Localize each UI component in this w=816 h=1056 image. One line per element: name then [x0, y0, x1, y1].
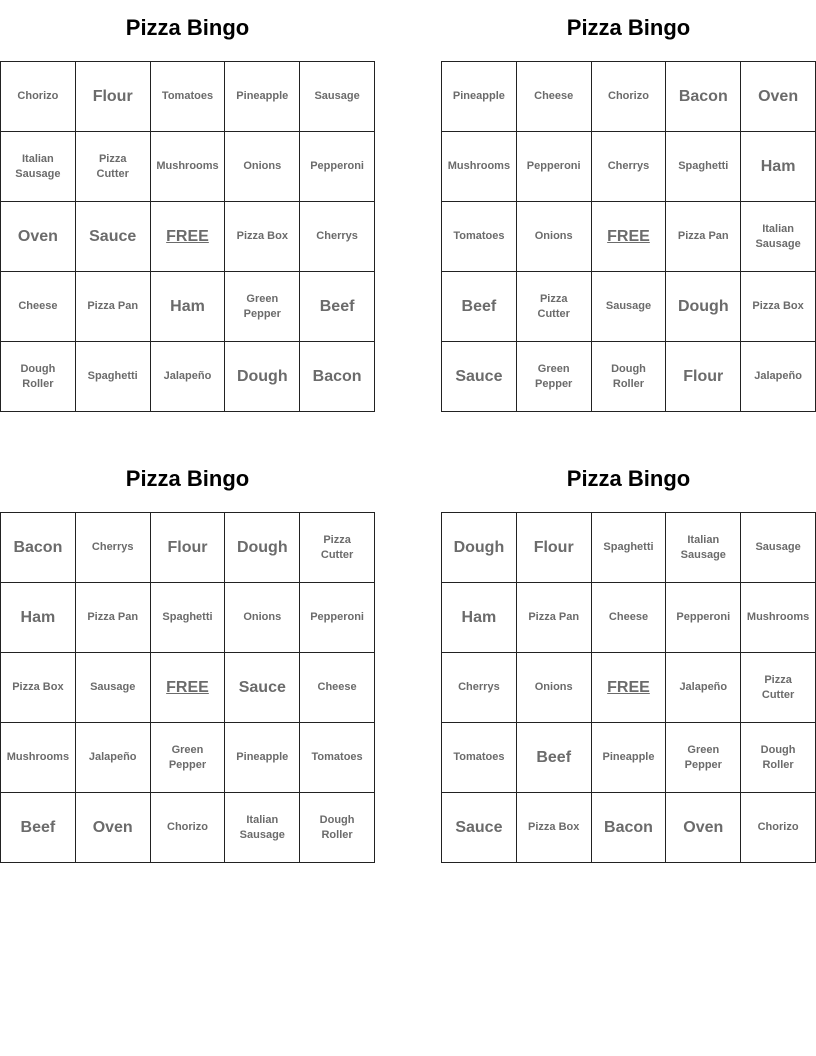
bingo-cell: Flour [517, 513, 592, 583]
bingo-cell: Bacon [666, 62, 741, 132]
bingo-cell: Dough [442, 513, 517, 583]
bingo-cell: Dough Roller [1, 342, 76, 412]
bingo-cell: Italian Sausage [1, 132, 76, 202]
card-title: Pizza Bingo [125, 466, 250, 491]
bingo-cell: Pizza Pan [76, 583, 151, 653]
bingo-grid [0, 61, 375, 412]
bingo-cell: Bacon [592, 793, 667, 863]
bingo-cell: Green Pepper [225, 272, 300, 342]
bingo-cell: Oven [741, 62, 816, 132]
bingo-cell: Sausage [300, 62, 375, 132]
bingo-cell: Cherrys [442, 653, 517, 723]
bingo-cell: Sauce [442, 793, 517, 863]
free-space: FREE [592, 653, 667, 723]
bingo-cell: Spaghetti [592, 513, 667, 583]
bingo-cell: Cherrys [76, 513, 151, 583]
bingo-cell: Mushrooms [442, 132, 517, 202]
bingo-cell: Pizza Box [225, 202, 300, 272]
free-space: FREE [592, 202, 667, 272]
bingo-cell: Cherrys [300, 202, 375, 272]
bingo-cell: Jalapeño [741, 342, 816, 412]
bingo-cell: Green Pepper [666, 723, 741, 793]
card-title: Pizza Bingo [566, 15, 691, 40]
bingo-cell: Green Pepper [517, 342, 592, 412]
bingo-cell: Pizza Pan [517, 583, 592, 653]
bingo-cell: Sauce [76, 202, 151, 272]
bingo-cell: Dough [225, 513, 300, 583]
bingo-cell: Onions [225, 583, 300, 653]
card-title: Pizza Bingo [125, 15, 250, 40]
bingo-cell: Cheese [592, 583, 667, 653]
bingo-cell: Dough Roller [741, 723, 816, 793]
bingo-cell: Onions [225, 132, 300, 202]
bingo-cell: Pizza Pan [76, 272, 151, 342]
bingo-grid [441, 512, 816, 863]
card-title: Pizza Bingo [566, 466, 691, 491]
bingo-cell: Chorizo [151, 793, 226, 863]
bingo-cell: Oven [666, 793, 741, 863]
bingo-cell: Pizza Box [741, 272, 816, 342]
bingo-cell: Chorizo [1, 62, 76, 132]
bingo-cell: Flour [76, 62, 151, 132]
bingo-cell: Mushrooms [1, 723, 76, 793]
bingo-cell: Sausage [592, 272, 667, 342]
bingo-cell: Beef [300, 272, 375, 342]
bingo-cell: Pizza Cutter [741, 653, 816, 723]
bingo-cell: Jalapeño [76, 723, 151, 793]
bingo-cell: Jalapeño [666, 653, 741, 723]
bingo-cell: Pineapple [225, 62, 300, 132]
bingo-cell: Chorizo [592, 62, 667, 132]
bingo-cell: Italian Sausage [741, 202, 816, 272]
bingo-cell: Dough [666, 272, 741, 342]
bingo-cell: Sausage [741, 513, 816, 583]
bingo-cell: Italian Sausage [225, 793, 300, 863]
bingo-cell: Chorizo [741, 793, 816, 863]
bingo-cell: Italian Sausage [666, 513, 741, 583]
free-space: FREE [151, 653, 226, 723]
bingo-cell: Sauce [225, 653, 300, 723]
bingo-cell: Ham [1, 583, 76, 653]
bingo-cell: Sausage [76, 653, 151, 723]
bingo-cell: Pepperoni [300, 583, 375, 653]
bingo-cell: Tomatoes [300, 723, 375, 793]
bingo-cell: Onions [517, 202, 592, 272]
bingo-cell: Pineapple [442, 62, 517, 132]
bingo-cell: Bacon [1, 513, 76, 583]
bingo-cell: Tomatoes [442, 723, 517, 793]
bingo-cell: Oven [1, 202, 76, 272]
bingo-cell: Cheese [517, 62, 592, 132]
bingo-cell: Pizza Box [1, 653, 76, 723]
bingo-cell: Bacon [300, 342, 375, 412]
bingo-cell: Cheese [300, 653, 375, 723]
bingo-cell: Dough Roller [300, 793, 375, 863]
bingo-cell: Tomatoes [151, 62, 226, 132]
bingo-cell: Pizza Box [517, 793, 592, 863]
bingo-cell: Sauce [442, 342, 517, 412]
free-space: FREE [151, 202, 226, 272]
bingo-cell: Mushrooms [741, 583, 816, 653]
bingo-cell: Oven [76, 793, 151, 863]
bingo-cell: Pepperoni [300, 132, 375, 202]
bingo-cell: Pepperoni [666, 583, 741, 653]
bingo-cell: Mushrooms [151, 132, 226, 202]
bingo-cell: Pineapple [225, 723, 300, 793]
bingo-cell: Flour [666, 342, 741, 412]
bingo-cell: Ham [442, 583, 517, 653]
bingo-cell: Dough Roller [592, 342, 667, 412]
bingo-cell: Flour [151, 513, 226, 583]
bingo-cell: Pineapple [592, 723, 667, 793]
bingo-cell: Pepperoni [517, 132, 592, 202]
bingo-cell: Dough [225, 342, 300, 412]
bingo-grid [441, 61, 816, 412]
bingo-cell: Beef [1, 793, 76, 863]
bingo-cell: Tomatoes [442, 202, 517, 272]
bingo-cell: Spaghetti [76, 342, 151, 412]
bingo-grid [0, 512, 375, 863]
bingo-cell: Ham [151, 272, 226, 342]
bingo-cell: Pizza Cutter [517, 272, 592, 342]
bingo-cell: Jalapeño [151, 342, 226, 412]
bingo-cell: Spaghetti [666, 132, 741, 202]
bingo-cell: Beef [442, 272, 517, 342]
bingo-cell: Ham [741, 132, 816, 202]
bingo-cell: Green Pepper [151, 723, 226, 793]
bingo-cell: Cheese [1, 272, 76, 342]
bingo-cell: Spaghetti [151, 583, 226, 653]
bingo-cell: Cherrys [592, 132, 667, 202]
bingo-cell: Onions [517, 653, 592, 723]
bingo-cell: Pizza Cutter [76, 132, 151, 202]
bingo-cell: Pizza Pan [666, 202, 741, 272]
bingo-cell: Beef [517, 723, 592, 793]
bingo-cell: Pizza Cutter [300, 513, 375, 583]
